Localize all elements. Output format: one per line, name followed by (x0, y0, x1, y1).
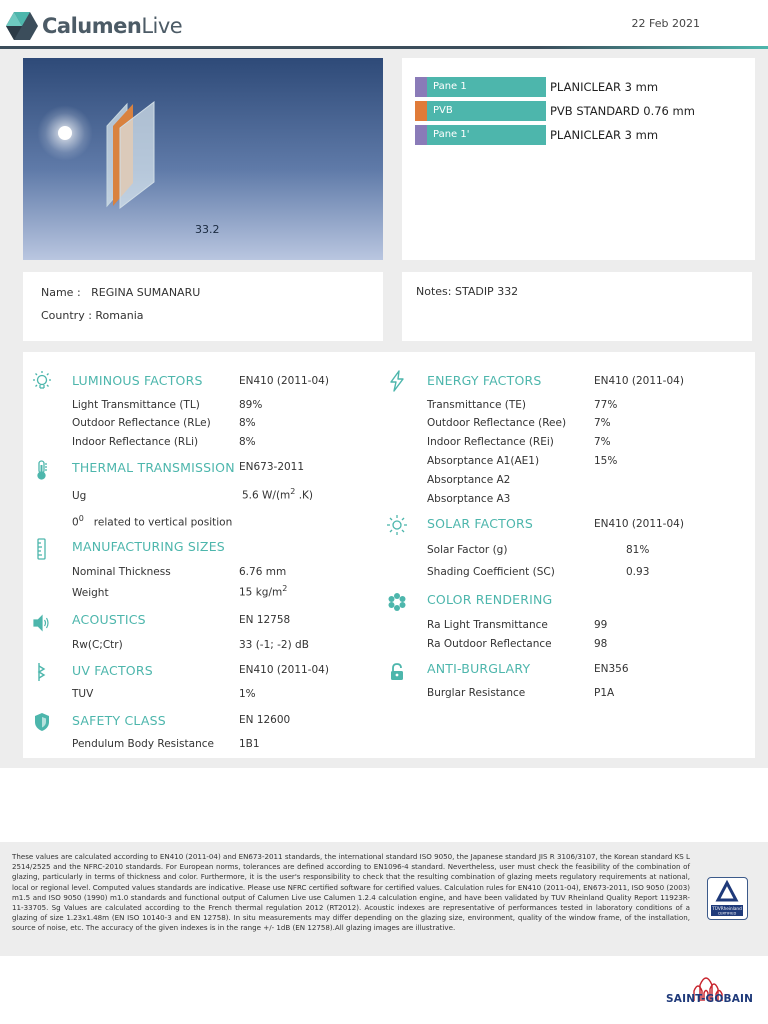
calumen-logo-icon (6, 10, 38, 42)
thermometer-icon (31, 459, 53, 481)
pane-swatch (415, 101, 427, 121)
factors-panel (23, 352, 755, 758)
row-label: Shading Coefficient (SC) (427, 566, 555, 578)
color-title: COLOR RENDERING (427, 592, 553, 607)
pane-row (415, 101, 546, 121)
energy-title: ENERGY FACTORS (427, 373, 542, 388)
notes-panel (402, 272, 752, 341)
solar-standard: EN410 (2011-04) (594, 518, 684, 530)
row-value: 8% (239, 417, 256, 429)
row-label: Transmittance (TE) (427, 399, 527, 411)
disclaimer-box (0, 842, 768, 956)
row-label: Pendulum Body Resistance (72, 738, 214, 750)
row-value: 8% (239, 436, 256, 448)
sun-icon (386, 514, 408, 536)
luminous-standard: EN410 (2011-04) (239, 375, 329, 387)
row-value: 89% (239, 399, 263, 411)
row-label: Rw(C;Ctr) (72, 639, 123, 651)
row-label: TUV (72, 688, 94, 700)
position-note: $0^0$ related to vertical position (72, 514, 233, 529)
lightbulb-icon (31, 370, 53, 392)
row-value: 0.93 (626, 566, 650, 578)
pane-tag: Pane 1 (427, 77, 546, 97)
customer-panel (23, 272, 383, 341)
uv-standard: EN410 (2011-04) (239, 664, 329, 676)
tuv-logo-icon (708, 878, 746, 918)
tuv-line1: TÜVRheinland (712, 906, 742, 911)
row-label: Ra Outdoor Reflectance (427, 638, 552, 650)
row-label: Nominal Thickness (72, 566, 171, 578)
lock-icon (386, 661, 408, 683)
header (0, 0, 768, 48)
acoustics-title: ACOUSTICS (72, 612, 146, 627)
thermal-title: THERMAL TRANSMISSION (72, 460, 235, 475)
pane-description: PLANICLEAR 3 mm (550, 80, 659, 94)
name-label: Name : (41, 286, 81, 299)
name-value: REGINA SUMANARU (91, 286, 201, 299)
row-value: P1A (594, 687, 615, 699)
calumen-logo (6, 10, 182, 42)
ug-value: 5.6 $W/(m^2$ .K) (242, 487, 314, 502)
row-label: Indoor Reflectance (REi) (427, 436, 554, 448)
row-value: 77% (594, 399, 618, 411)
row-value: 1B1 (239, 738, 260, 750)
acoustics-standard: EN 12758 (239, 614, 291, 626)
row-label: Absorptance A1(AE1) (427, 455, 540, 467)
row-label: Ra Light Transmittance (427, 619, 548, 631)
solar-title: SOLAR FACTORS (427, 516, 534, 531)
glass-illustration (23, 58, 383, 260)
row-label: Outdoor Reflectance (Ree) (427, 417, 567, 429)
thickness-label: 33.2 (195, 223, 220, 236)
pane-swatch (415, 77, 427, 97)
notes-text: Notes: STADIP 332 (416, 285, 519, 298)
row-value: 7% (594, 417, 611, 429)
row-label: Solar Factor (g) (427, 544, 508, 556)
row-label: Absorptance A2 (427, 474, 511, 486)
weight-value: 15 $kg/m^2$ (239, 584, 288, 599)
uv-title: UV FACTORS (72, 663, 153, 678)
safety-title: SAFETY CLASS (72, 713, 166, 728)
pane-row (415, 77, 546, 97)
row-value: 7% (594, 436, 611, 448)
disclaimer-text: These values are calculated according to EN410 (2011-04) and EN673-2011 standards, the international standard ISO 9050, the Japanese standard JIS R 3106/3107, the Korean standard KS L 2514/2525 and the NFRC-2010 standards. For European norms, tolerances are defined according to EN1096-4 standard. Nevertheless, user must check the feasibility of the combination of glazing, particularly in terms of thickness and color. Furthermore, it is the user's responsibility to check that the resulting combination of glazing meets regulatory requirements at national, local or regional level. Computed values standards are indicative. Please use NFRC certified software for certified values. Calculation rules for EN410 (2011-04), EN673-2011, ISO 9050 (2003) m1.5 and ISO 9050 (1990) m1.0 standards and functional output of Calumen Live use Calumen 1.2.4 calculation engine, and have been validated by TUV Rheinland Quality Report 11923R-11-33705. Sg Values are calculated according to the French thermal regulation 2012 (RT2012). Acoustic indexes are representative of performances tested in laboratory conditions of a glazing of size 1.23x1.48m (EN ISO 10140-3 and EN 12758). In situ measurements may differ depending on the glazing size, environment, quality of the window frame, of the installation, source of noise, etc. The accuracy of the given indexes is in the range +/- 1dB (EN 12758).All glazing images are illustrative. (12, 852, 690, 933)
speaker-icon (31, 612, 53, 634)
row-label: Absorptance A3 (427, 493, 511, 505)
ruler-icon (31, 538, 53, 560)
row-label: Indoor Reflectance (RLi) (72, 436, 199, 448)
weight-label: Weight (72, 587, 109, 599)
row-value: 1% (239, 688, 256, 700)
ug-label: Ug (72, 490, 87, 502)
luminous-title: LUMINOUS FACTORS (72, 373, 203, 388)
burglary-standard: EN356 (594, 663, 629, 675)
energy-standard: EN410 (2011-04) (594, 375, 684, 387)
country-line: Country : Romania (41, 309, 144, 322)
pane-tag: Pane 1' (427, 125, 546, 145)
shield-icon (31, 711, 53, 733)
row-label: Light Transmittance (TL) (72, 399, 200, 411)
row-value: 99 (594, 619, 608, 631)
row-label: Outdoor Reflectance (RLe) (72, 417, 211, 429)
pane-description: PVB STANDARD 0.76 mm (550, 104, 695, 118)
brand-light: Live (141, 14, 183, 38)
pane-tag: PVB (427, 101, 546, 121)
safety-standard: EN 12600 (239, 714, 291, 726)
row-value: 6.76 mm (239, 566, 287, 578)
row-value: 15% (594, 455, 618, 467)
row-value: 33 (-1; -2) dB (239, 639, 309, 651)
pane-row (415, 125, 546, 145)
report-date: 22 Feb 2021 (631, 17, 700, 30)
pane-description: PLANICLEAR 3 mm (550, 128, 659, 142)
row-value: 81% (626, 544, 650, 556)
row-label: Burglar Resistance (427, 687, 526, 699)
pane-swatch (415, 125, 427, 145)
tuv-certified-badge (707, 877, 748, 920)
row-value: 98 (594, 638, 608, 650)
saint-gobain-wordmark: SAINT-GOBAIN (666, 993, 754, 1005)
uv-rays-icon (31, 661, 53, 683)
manufacturing-title: MANUFACTURING SIZES (72, 539, 225, 554)
burglary-title: ANTI-BURGLARY (427, 661, 531, 676)
lightning-icon (386, 370, 408, 392)
brand-bold: Calumen (42, 14, 142, 38)
panes-panel (402, 58, 755, 260)
thermal-standard: EN673-2011 (239, 461, 305, 473)
tuv-line2: CERTIFIED (717, 911, 737, 916)
color-wheel-icon (386, 591, 408, 613)
